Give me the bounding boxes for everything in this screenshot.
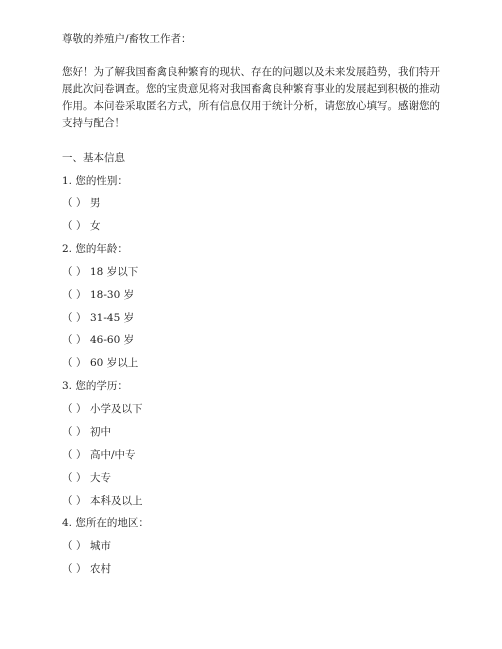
- checkbox-paren[interactable]: （ ）: [62, 357, 87, 369]
- checkbox-paren[interactable]: （ ）: [62, 403, 87, 415]
- option-age-18-30[interactable]: （ ） 18-30 岁: [62, 289, 135, 301]
- greeting: 尊敬的养殖户/畜牧工作者：: [62, 33, 192, 45]
- option-age-over-60[interactable]: （ ） 60 岁以上: [62, 357, 139, 369]
- question-label: 3. 您的学历：: [62, 380, 128, 392]
- question-label: 4. 您所在的地区：: [62, 517, 149, 529]
- intro-paragraph: [62, 64, 442, 132]
- option-edu-college[interactable]: （ ） 大专: [62, 472, 111, 484]
- option-age-under-18[interactable]: （ ） 18 岁以下: [62, 266, 139, 278]
- option-edu-bachelor[interactable]: （ ） 本科及以上: [62, 495, 143, 507]
- checkbox-paren[interactable]: （ ）: [62, 220, 87, 232]
- intro-line: 您好！为了解我国畜禽良种繁育的现状、存在的问题以及未来发展趋势，我们特开: [62, 66, 440, 78]
- option-edu-senior[interactable]: （ ） 高中/中专: [62, 449, 136, 461]
- checkbox-paren[interactable]: （ ）: [62, 426, 87, 438]
- option-edu-primary[interactable]: （ ） 小学及以下: [62, 403, 143, 415]
- option-female[interactable]: （ ） 女: [62, 220, 101, 232]
- checkbox-paren[interactable]: （ ）: [62, 449, 87, 461]
- question-label: 1. 您的性别：: [62, 175, 128, 187]
- checkbox-paren[interactable]: （ ）: [62, 540, 87, 552]
- checkbox-paren[interactable]: （ ）: [62, 334, 87, 346]
- intro-line: 支持与配合！: [62, 117, 125, 129]
- checkbox-paren[interactable]: （ ）: [62, 472, 87, 484]
- option-male[interactable]: （ ） 男: [62, 197, 101, 209]
- checkbox-paren[interactable]: （ ）: [62, 289, 87, 301]
- option-edu-junior[interactable]: （ ） 初中: [62, 426, 111, 438]
- checkbox-paren[interactable]: （ ）: [62, 197, 87, 209]
- option-region-city[interactable]: （ ） 城市: [62, 540, 111, 552]
- option-region-rural[interactable]: （ ） 农村: [62, 563, 111, 575]
- checkbox-paren[interactable]: （ ）: [62, 495, 87, 507]
- section-title: 一、基本信息: [62, 152, 125, 164]
- checkbox-paren[interactable]: （ ）: [62, 563, 87, 575]
- option-age-46-60[interactable]: （ ） 46-60 岁: [62, 334, 135, 346]
- question-label: 2. 您的年龄：: [62, 243, 128, 255]
- option-age-31-45[interactable]: （ ） 31-45 岁: [62, 312, 135, 324]
- checkbox-paren[interactable]: （ ）: [62, 266, 87, 278]
- checkbox-paren[interactable]: （ ）: [62, 312, 87, 324]
- intro-line: 展此次问卷调查。您的宝贵意见将对我国畜禽良种繁育事业的发展起到积极的推动: [62, 83, 440, 95]
- intro-line: 作用。本问卷采取匿名方式，所有信息仅用于统计分析，请您放心填写。感谢您的: [62, 100, 440, 112]
